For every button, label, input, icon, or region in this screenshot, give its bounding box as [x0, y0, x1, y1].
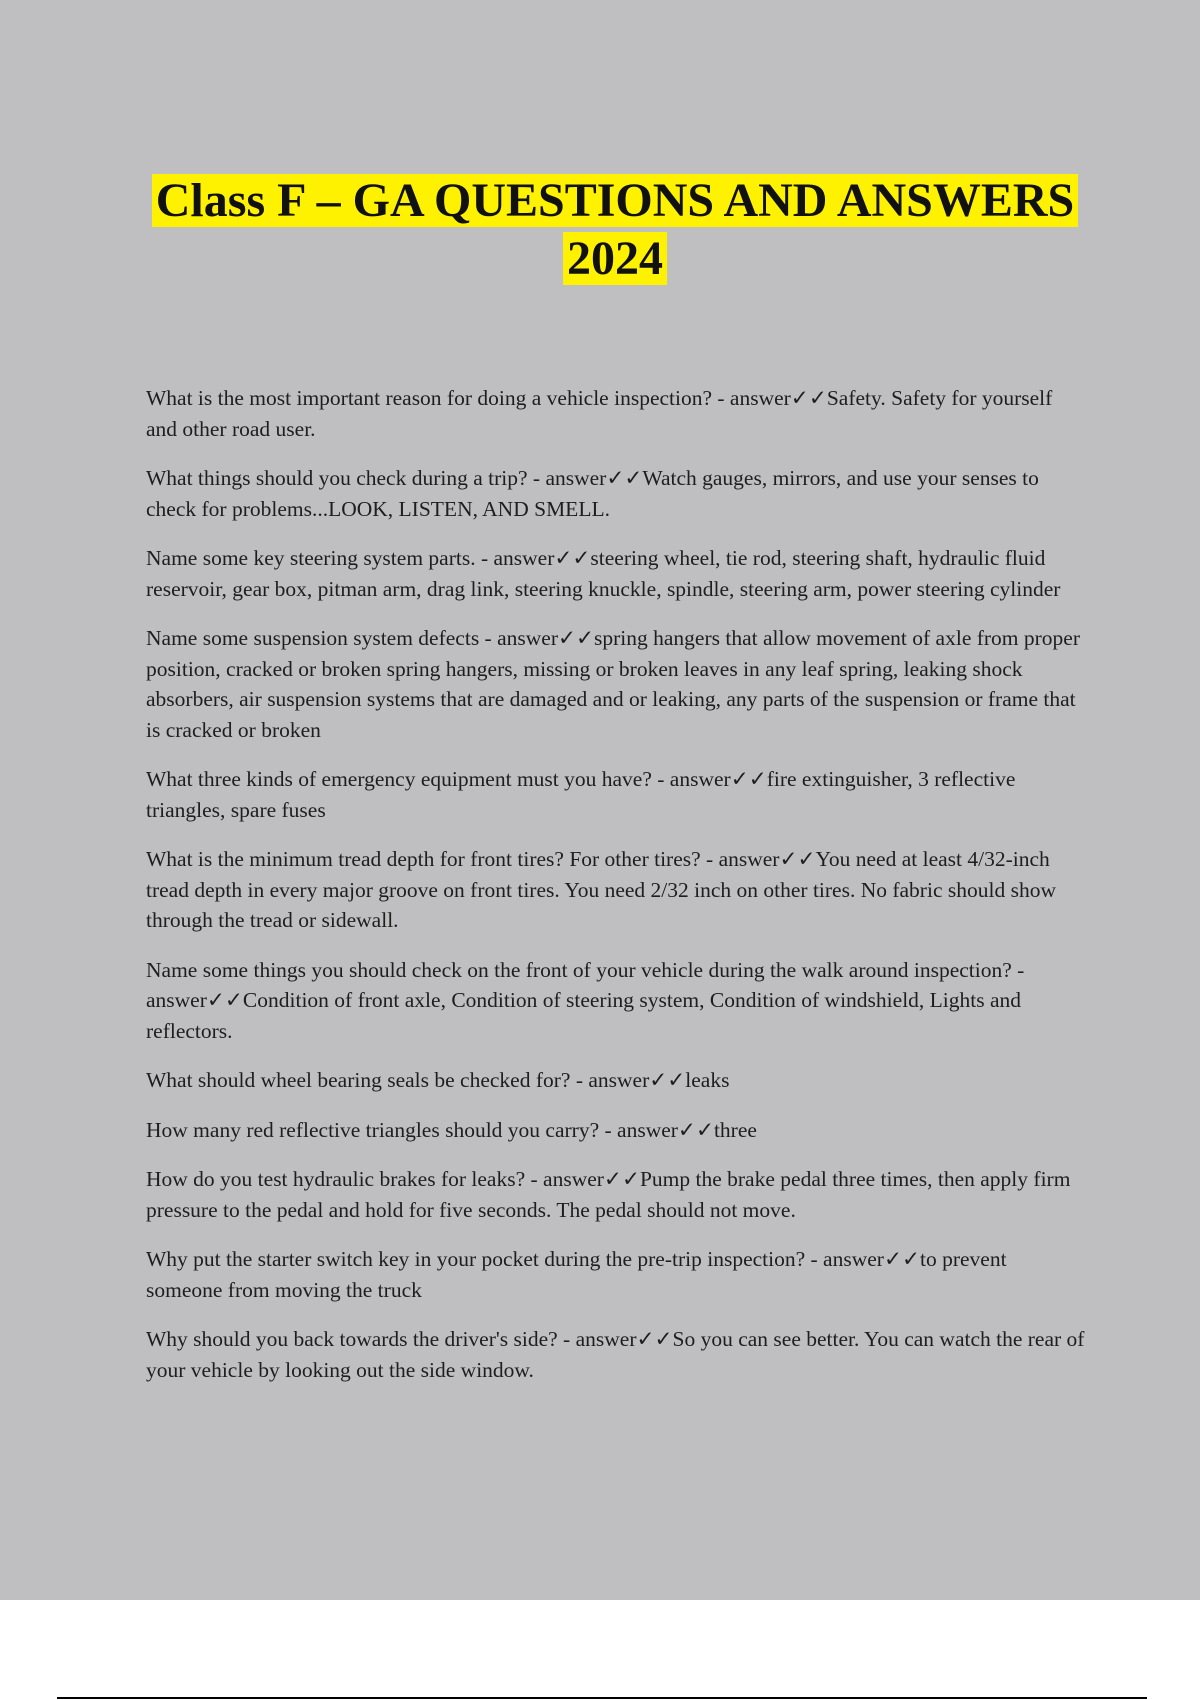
qa-text: Name some suspension system defects - answer✓✓spring hangers that allow movement of axle from proper position, cracked or broken spring hangers, missing or broken leaves in any leaf spring, leaking shock absorbers, air suspension systems that are damaged and or leaking, any parts of the suspension or frame that is cracked or broken [146, 626, 1081, 742]
qa-item [146, 543, 1086, 604]
qa-item [146, 1115, 1086, 1146]
qa-text: How do you test hydraulic brakes for leaks? - answer✓✓Pump the brake pedal three times, then apply firm pressure to the pedal and hold for five seconds. The pedal should not move. [146, 1167, 1071, 1222]
qa-item [146, 844, 1086, 936]
qa-item [146, 1164, 1086, 1225]
qa-item [146, 955, 1086, 1047]
qa-text: What is the most important reason for doing a vehicle inspection? - answer✓✓Safety. Safety for yourself and other road user. [146, 386, 1053, 441]
qa-text: What should wheel bearing seals be checked for? - answer✓✓leaks [146, 1068, 730, 1092]
qa-text: What things should you check during a trip? - answer✓✓Watch gauges, mirrors, and use your senses to check for problems...LOOK, LISTEN, AND SMELL. [146, 466, 1039, 521]
qa-item [146, 1244, 1086, 1305]
qa-text: What is the minimum tread depth for front tires? For other tires? - answer✓✓You need at least 4/32-inch tread depth in every major groove on front tires. You need 2/32 inch on other tires. No fabric should show through the tread or sidewall. [146, 847, 1056, 932]
qa-text: How many red reflective triangles should you carry? - answer✓✓three [146, 1117, 757, 1142]
qa-item [146, 623, 1086, 745]
qa-list [146, 383, 1086, 1404]
title-line-2: 2024 [563, 232, 667, 285]
qa-text: Name some key steering system parts. - answer✓✓steering wheel, tie rod, steering shaft, hydraulic fluid reservoir, gear box, pitman arm, drag link, steering knuckle, spindle, steering arm, power steering cylinder [146, 546, 1061, 601]
qa-item [146, 764, 1086, 825]
qa-text: What three kinds of emergency equipment must you have? - answer✓✓fire extinguisher, 3 reflective triangles, spare fuses [146, 767, 1016, 822]
page-divider [57, 1697, 1147, 1699]
qa-item [146, 1324, 1086, 1385]
qa-text: Why should you back towards the driver's side? - answer✓✓So you can see better. You can watch the rear of your vehicle by looking out the side window. [146, 1327, 1085, 1382]
title-line-1: Class F – GA QUESTIONS AND ANSWERS [152, 174, 1078, 227]
qa-item [146, 463, 1086, 524]
qa-item [146, 383, 1086, 444]
document-title [80, 172, 1150, 288]
qa-item [146, 1065, 1086, 1096]
qa-text: Name some things you should check on the front of your vehicle during the walk around inspection? - answer✓✓Condition of front axle, Condition of steering system, Condition of windshield, Lights and reflectors. [146, 957, 1025, 1043]
qa-text: Why put the starter switch key in your pocket during the pre-trip inspection? - answer✓✓to prevent someone from moving the truck [146, 1247, 1007, 1302]
